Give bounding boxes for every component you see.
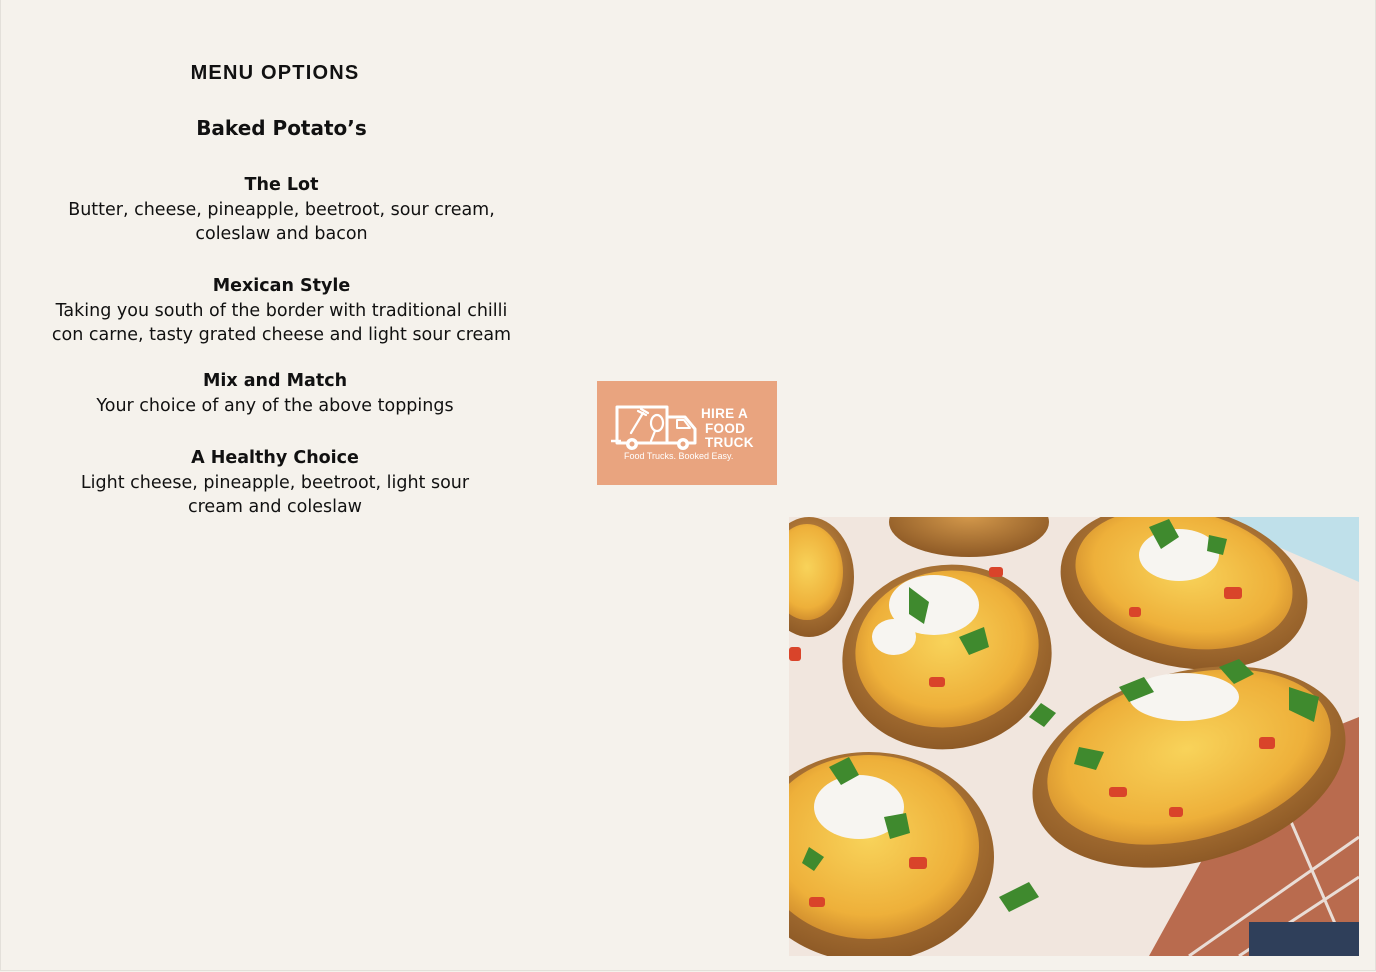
menu-item-desc-line: con carne, tasty grated cheese and light sour cream <box>51 325 512 345</box>
menu-item-mexican-style <box>40 274 523 348</box>
menu-item-desc-line: Light cheese, pineapple, beetroot, light sour <box>80 472 470 493</box>
menu-item-desc-line: cream and coleslaw <box>188 497 362 517</box>
logo-line: TRUCK <box>705 435 754 450</box>
menu-item-name: A Healthy Choice <box>191 448 359 468</box>
menu-item-the-lot <box>50 173 513 247</box>
menu-item-desc-line: Your choice of any of the above toppings <box>96 395 454 416</box>
menu-item-desc-line: Taking you south of the border with traditional chilli <box>55 300 508 321</box>
logo-tagline: Food Trucks. Booked Easy. <box>624 451 734 461</box>
menu-item-healthy-choice <box>70 446 480 520</box>
menu-item-desc-line: Butter, cheese, pineapple, beetroot, sour cream, <box>68 199 495 220</box>
menu-item-name: Mexican Style <box>212 276 351 296</box>
logo-line: HIRE A <box>701 406 749 421</box>
baked-potato-photo <box>789 517 1359 956</box>
logo-line: FOOD <box>705 420 746 436</box>
potato-skins-image <box>789 517 1359 956</box>
menu-item-mix-and-match <box>50 369 500 418</box>
menu-item-desc-line: coleslaw and bacon <box>195 224 368 244</box>
menu-item-name: Mix and Match <box>202 371 348 391</box>
hire-a-food-truck-logo <box>597 381 777 485</box>
menu-heading: MENU OPTIONS <box>190 62 360 84</box>
section-title: Baked Potato’s <box>196 116 367 140</box>
logo-wordmark <box>701 407 754 451</box>
menu-item-name: The Lot <box>244 175 319 195</box>
